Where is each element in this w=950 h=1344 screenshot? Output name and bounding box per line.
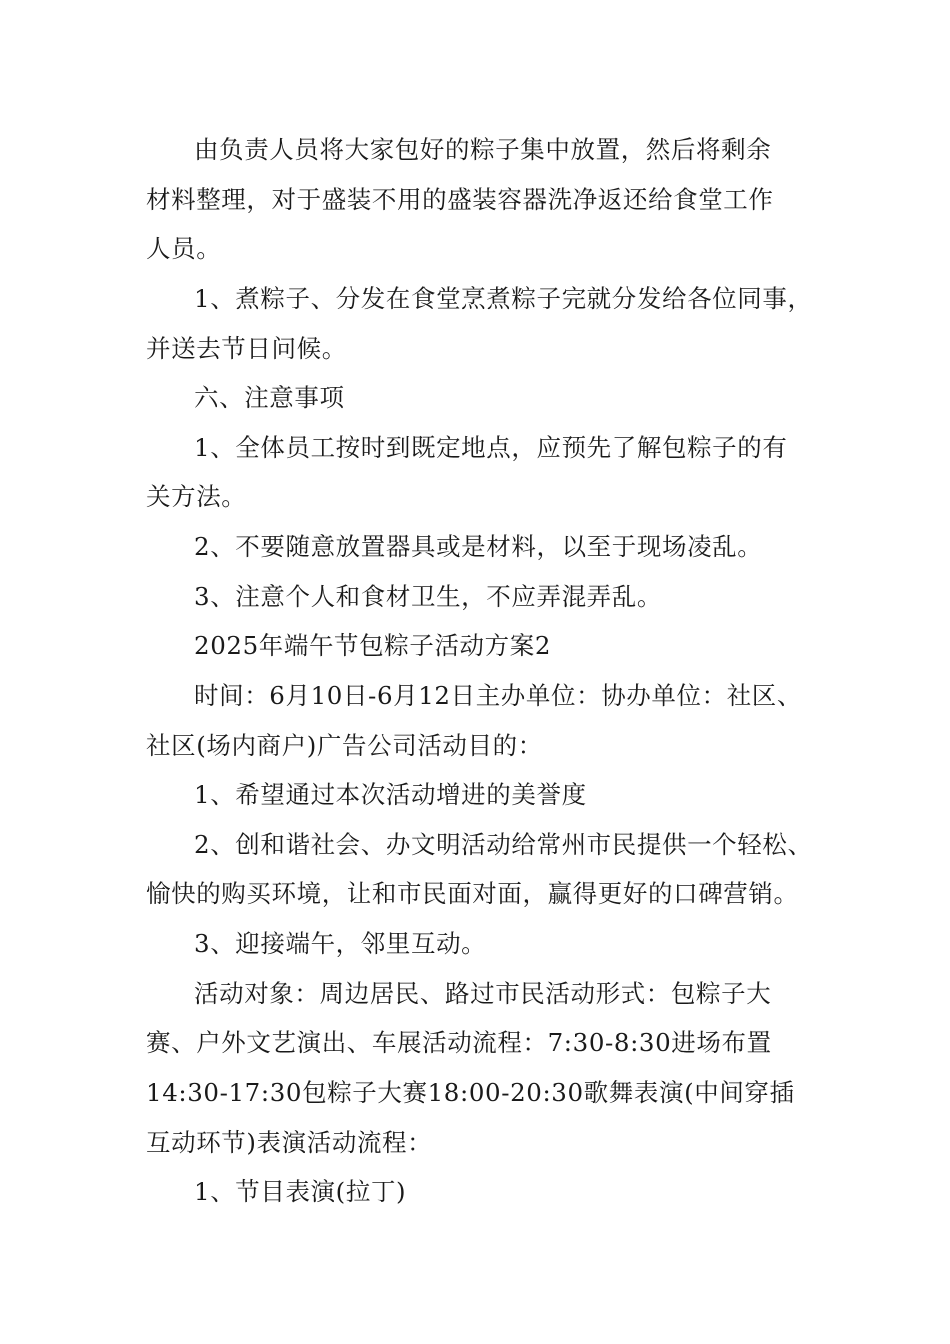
paragraph-line: 时间：6月10日-6月12日主办单位：协办单位：社区、 bbox=[194, 681, 803, 710]
paragraph-line: 并送去节日问候。 bbox=[146, 334, 347, 363]
paragraph-line: 人员。 bbox=[146, 234, 222, 263]
paragraph-line: 互动环节)表演活动流程： bbox=[146, 1128, 433, 1157]
paragraph-line: 材料整理，对于盛装不用的盛装容器洗净返还给食堂工作 bbox=[146, 185, 774, 214]
section-heading: 六、注意事项 bbox=[194, 383, 345, 412]
paragraph-line: 活动对象：周边居民、路过市民活动形式：包粽子大 bbox=[194, 979, 772, 1008]
paragraph-line: 2、创和谐社会、办文明活动给常州市民提供一个轻松、 bbox=[194, 830, 813, 859]
paragraph-line: 社区(场内商户)广告公司活动目的： bbox=[146, 731, 543, 760]
paragraph-line: 由负责人员将大家包好的粽子集中放置，然后将剩余 bbox=[194, 135, 772, 164]
paragraph-line: 14:30-17:30包粽子大赛18:00-20:30歌舞表演(中间穿插 bbox=[146, 1078, 795, 1107]
paragraph-line: 1、煮粽子、分发在食堂烹煮粽子完就分发给各位同事， bbox=[194, 284, 813, 313]
paragraph-line: 1、希望通过本次活动增进的美誉度 bbox=[194, 780, 587, 809]
paragraph-line: 愉快的购买环境，让和市民面对面，赢得更好的口碑营销。 bbox=[146, 879, 799, 908]
paragraph-line: 1、节目表演(拉丁) bbox=[194, 1177, 407, 1206]
paragraph-line: 3、注意个人和食材卫生，不应弄混弄乱。 bbox=[194, 582, 662, 611]
paragraph-line: 2、不要随意放置器具或是材料，以至于现场凌乱。 bbox=[194, 532, 763, 561]
paragraph-line: 3、迎接端午，邻里互动。 bbox=[194, 929, 487, 958]
paragraph-line: 赛、户外文艺演出、车展活动流程：7:30-8:30进场布置 bbox=[146, 1028, 772, 1057]
paragraph-line: 关方法。 bbox=[146, 482, 247, 511]
paragraph-line: 1、全体员工按时到既定地点，应预先了解包粽子的有 bbox=[194, 433, 788, 462]
document-title: 2025年端午节包粽子活动方案2 bbox=[194, 631, 552, 660]
